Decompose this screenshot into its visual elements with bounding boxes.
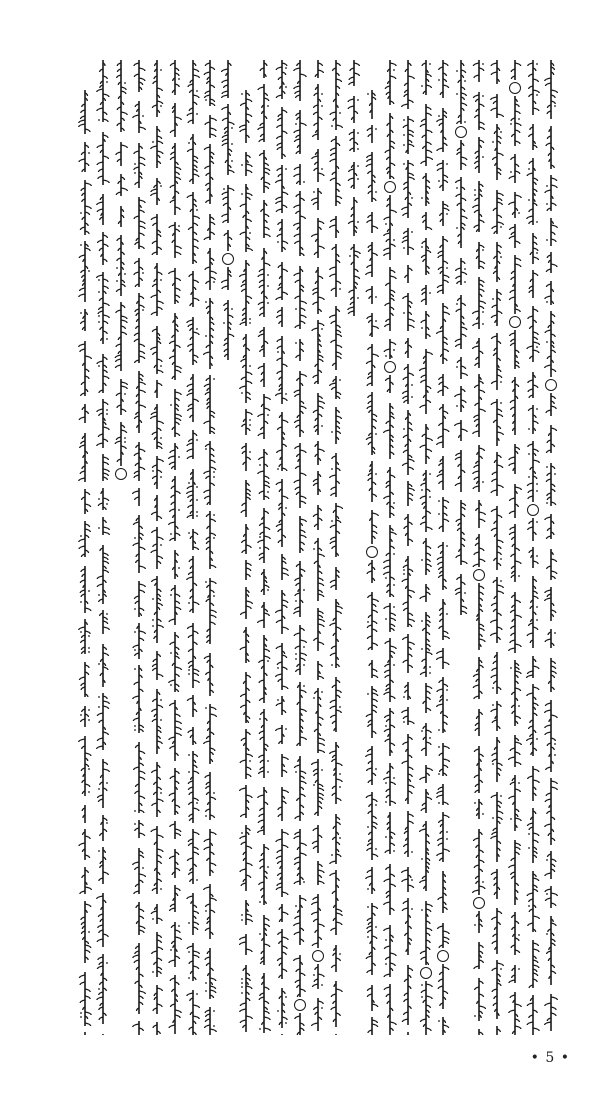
- text-column: [383, 60, 397, 1040]
- mongolian-script-glyphs: [508, 60, 522, 1040]
- text-column: [508, 60, 522, 1040]
- mongolian-script-glyphs: [401, 60, 415, 1040]
- text-column: [78, 60, 92, 1040]
- mongolian-text-block: [78, 60, 558, 1040]
- text-column: [347, 60, 361, 1040]
- text-column: [203, 60, 217, 1040]
- text-column: [454, 60, 468, 1040]
- text-column: [401, 60, 415, 1040]
- text-column: [132, 60, 146, 1040]
- text-column: [96, 60, 110, 1040]
- mongolian-script-glyphs: [78, 60, 92, 1040]
- mongolian-script-glyphs: [203, 60, 217, 1040]
- text-column: [472, 60, 486, 1040]
- text-column: [436, 60, 450, 1040]
- text-column: [114, 60, 128, 1040]
- mongolian-script-glyphs: [365, 60, 379, 1040]
- mongolian-script-glyphs: [436, 60, 450, 1040]
- mongolian-script-glyphs: [472, 60, 486, 1040]
- mongolian-script-glyphs: [490, 60, 504, 1040]
- page-number: • 5 •: [530, 1050, 570, 1066]
- text-column: [257, 60, 271, 1040]
- mongolian-script-glyphs: [454, 60, 468, 1040]
- mongolian-script-glyphs: [347, 60, 361, 1040]
- text-column: [365, 60, 379, 1040]
- mongolian-script-glyphs: [221, 60, 235, 1040]
- text-column: [311, 60, 325, 1040]
- text-column: [419, 60, 433, 1040]
- mongolian-script-glyphs: [132, 60, 146, 1040]
- mongolian-script-glyphs: [150, 60, 164, 1040]
- text-column: [526, 60, 540, 1040]
- mongolian-script-glyphs: [96, 60, 110, 1040]
- text-column: [239, 60, 253, 1040]
- text-column: [490, 60, 504, 1040]
- text-column: [150, 60, 164, 1040]
- mongolian-script-glyphs: [186, 60, 200, 1040]
- mongolian-script-glyphs: [383, 60, 397, 1040]
- text-column: [168, 60, 182, 1040]
- mongolian-script-glyphs: [293, 60, 307, 1040]
- mongolian-script-glyphs: [275, 60, 289, 1040]
- mongolian-script-glyphs: [257, 60, 271, 1040]
- text-column: [221, 60, 235, 1040]
- text-column: [293, 60, 307, 1040]
- mongolian-script-glyphs: [329, 60, 343, 1040]
- text-column: [186, 60, 200, 1040]
- mongolian-script-glyphs: [168, 60, 182, 1040]
- mongolian-script-glyphs: [526, 60, 540, 1040]
- mongolian-script-glyphs: [311, 60, 325, 1040]
- mongolian-script-glyphs: [419, 60, 433, 1040]
- mongolian-script-glyphs: [114, 60, 128, 1040]
- text-column: [544, 60, 558, 1040]
- mongolian-script-glyphs: [544, 60, 558, 1040]
- text-column: [329, 60, 343, 1040]
- text-column: [275, 60, 289, 1040]
- mongolian-script-glyphs: [239, 60, 253, 1040]
